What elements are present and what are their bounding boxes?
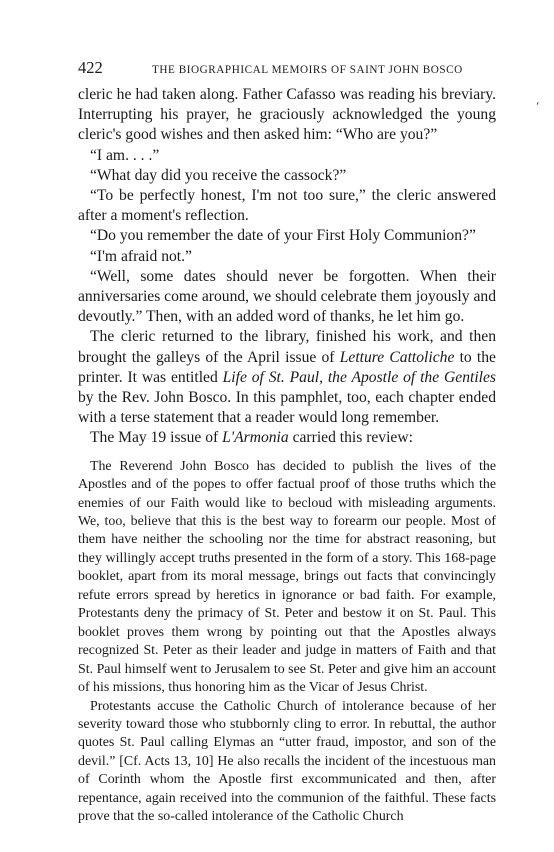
newspaper-title: L'Armonia bbox=[222, 429, 289, 447]
page-header bbox=[78, 58, 496, 80]
book-page bbox=[78, 58, 496, 827]
body-text bbox=[78, 85, 496, 449]
block-quote bbox=[78, 458, 496, 827]
margin-mark: ‘ bbox=[536, 100, 540, 113]
text-run: by the Rev. John Bosco. In this pamphlet, too, each chapter ended with a terse statement that a reader would long remember. bbox=[78, 389, 496, 427]
paragraph bbox=[78, 327, 496, 428]
pamphlet-title: Life of St. Paul, the Apostle of the Gentiles bbox=[222, 368, 496, 386]
paragraph bbox=[78, 428, 496, 448]
paragraph: cleric he had taken along. Father Cafasso was reading his breviary. Interrupting his prayer, he graciously acknowledged the young cleric's good wishes and then asked him: “Who are you?” bbox=[78, 86, 496, 144]
paragraph: “What day did you receive the cassock?” bbox=[90, 166, 347, 184]
paragraph: “I am. . . .” bbox=[90, 146, 160, 164]
text-run: The May 19 issue of bbox=[90, 429, 223, 447]
page-number: 422 bbox=[78, 58, 103, 77]
paragraph: “Well, some dates should never be forgotten. When their anniversaries come around, we should celebrate them joyously and devoutly.” Then, with an added word of thanks, he let him go. bbox=[78, 267, 496, 326]
quote-paragraph: Protestants accuse the Catholic Church of intolerance because of her severity toward those who stubbornly cling to error. In rebuttal, the author quotes St. Paul calling Elymas an “utter fraud, impostor, and son of the devil.” [Cf. Acts 13, 10] He also recalls the incident of the incestuous man of Corinth whom the Apostle first excommunicated and then, after repentance, again received into the communion of the faithful. These facts prove that the so-called intolerance of the Catholic Church bbox=[78, 698, 496, 825]
text-run: to the printer. It was entitled bbox=[78, 348, 496, 386]
publication-title: Letture Cattoliche bbox=[339, 348, 455, 366]
text-run: The cleric returned to the library, finished his work, and then brought the galleys of the April issue of bbox=[78, 328, 496, 366]
paragraph: “Do you remember the date of your First Holy Communion?” bbox=[90, 227, 476, 245]
running-head: THE BIOGRAPHICAL MEMOIRS OF SAINT JOHN BOSCO bbox=[152, 64, 463, 76]
quote-paragraph: The Reverend John Bosco has decided to publish the lives of the Apostles and of the popes to offer factual proof of those truths which the enemies of our Faith would like to becloud with misleading arguments. We, too, believe that this is the best way to forearm our people. Most of them have neither the schooling nor the time for abstract reasoning, but they willingly accept truths presented in the form of a story. This 168-page booklet, apart from its moral message, brings out facts that convincingly refute errors spread by heretics in ignorance or bad faith. For example, Protestants deny the primacy of St. Peter and bestow it on St. Paul. This booklet proves them wrong by pointing out that the Apostles always recognized St. Peter as their leader and judge in matters of Faith and that St. Paul himself went to Jerusalem to see St. Peter and give him an account of his missions, thus honoring him as the Vicar of Jesus Christ. bbox=[78, 458, 496, 696]
paragraph: “I'm afraid not.” bbox=[90, 247, 192, 265]
paragraph: “To be perfectly honest, I'm not too sure,” the cleric answered after a moment's reflection. bbox=[78, 187, 496, 225]
text-run: carried this review: bbox=[288, 429, 413, 447]
